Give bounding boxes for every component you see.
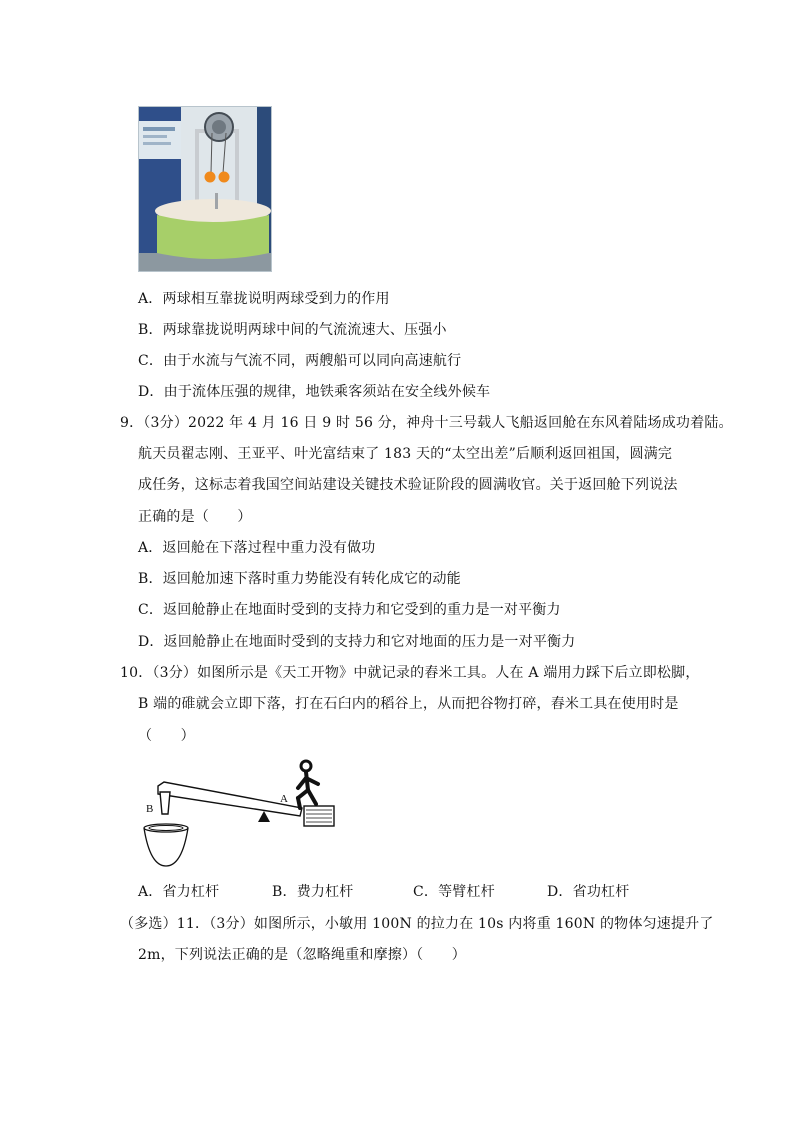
q10-option-b: B．费力杠杆 [272,884,354,900]
q9-stem-line-3: 成任务，这标志着我国空间站建设关键技术验证阶段的圆满收官。关于返回舱下列说法 [138,477,678,493]
airflow-demo-photo [138,106,272,272]
q9-option-c: C．返回舱静止在地面时受到的支持力和它受到的重力是一对平衡力 [138,602,561,618]
q9-option-d: D．返回舱静止在地面时受到的支持力和它对地面的压力是一对平衡力 [138,634,576,650]
label-a: A [280,793,288,805]
q9-stem-line-4: 正确的是（ ） [138,509,252,525]
rice-pounder-figure [140,756,340,868]
q11-stem-line-1: （多选）11．（3分）如图所示，小敏用 100N 的拉力在 10s 内将重 160N 的物体匀速提升了 [120,916,714,932]
person-figure [298,761,318,808]
q11-stem-line-2: 2m，下列说法正确的是（忽略绳重和摩擦）（ ） [138,947,466,963]
q10-option-c: C．等臂杠杆 [413,884,495,900]
stone-block [304,806,334,826]
label-b: B [146,803,154,815]
q10-option-d: D．省功杠杆 [547,884,630,900]
q8-option-d: D．由于流体压强的规律，地铁乘客须站在安全线外候车 [138,384,491,400]
q10-stem-line-3: （ ） [138,728,195,744]
q8-option-c: C．由于水流与气流不同，两艘船可以同向高速航行 [138,353,462,369]
q9-option-b: B．返回舱加速下落时重力势能没有转化成它的动能 [138,571,461,587]
q9-stem-line-1: 9．（3分）2022 年 4 月 16 日 9 时 56 分，神舟十三号载人飞船返回舱在东风着陆场成功着陆。 [120,415,733,431]
q9-option-a: A．返回舱在下落过程中重力没有做功 [138,540,376,556]
pestle-head [160,792,170,814]
q8-option-a: A．两球相互靠拢说明两球受到力的作用 [138,291,390,307]
q9-stem-line-2: 航天员翟志刚、王亚平、叶光富结束了 183 天的“太空出差”后顺利返回祖国，圆满完 [138,446,673,462]
q10-option-a: A．省力杠杆 [138,884,220,900]
q10-stem-line-1: 10．（3分）如图所示是《天工开物》中就记录的舂米工具。人在 A 端用力踩下后立即松脚， [120,665,700,681]
fulcrum [258,811,270,822]
q8-option-b: B．两球靠拢说明两球中间的气流流速大、压强小 [138,322,447,338]
q10-stem-line-2: B 端的碓就会立即下落，打在石臼内的稻谷上，从而把谷物打碎，舂米工具在使用时是 [138,696,679,712]
mortar [144,828,188,866]
